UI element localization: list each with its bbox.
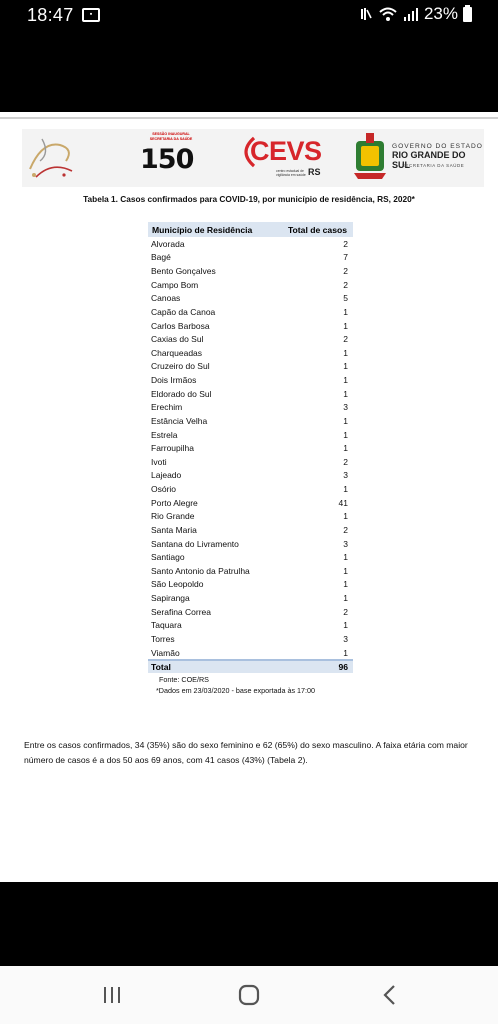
row-municipio: Santiago <box>151 552 185 563</box>
row-casos: 1 <box>343 415 348 426</box>
row-municipio: Dois Irmãos <box>151 375 197 386</box>
cevs-state: RS <box>308 167 321 177</box>
cases-table <box>148 222 353 673</box>
row-casos: 2 <box>343 238 348 249</box>
table-row <box>148 360 353 374</box>
table-row <box>148 319 353 333</box>
table-row <box>148 251 353 265</box>
recent-apps-icon <box>101 985 123 1005</box>
table-row <box>148 401 353 415</box>
total-label: Total <box>151 662 171 673</box>
header-total: Total de casos <box>287 224 347 235</box>
signal-icon <box>403 6 419 22</box>
row-casos: 3 <box>343 402 348 413</box>
row-municipio: Farroupilha <box>151 443 194 454</box>
row-municipio: Lajeado <box>151 470 182 481</box>
state-crest-icon <box>352 131 388 181</box>
table-row <box>148 455 353 469</box>
table-row <box>148 523 353 537</box>
row-casos: 2 <box>343 606 348 617</box>
row-casos: 1 <box>343 347 348 358</box>
table-row <box>148 578 353 592</box>
row-municipio: Viamão <box>151 647 180 658</box>
row-municipio: Osório <box>151 484 177 495</box>
table-row <box>148 646 353 660</box>
cevs-name: CEVS <box>250 136 322 166</box>
back-button[interactable] <box>370 980 410 1010</box>
table-row <box>148 332 353 346</box>
row-municipio: Ivoti <box>151 456 167 467</box>
row-municipio: Cruzeiro do Sul <box>151 361 210 372</box>
row-municipio: Serafina Correa <box>151 606 212 617</box>
table-row <box>148 237 353 251</box>
cevs-subtitle: centro estadual de vigilância em saúde <box>276 169 306 177</box>
logo-header <box>22 129 484 187</box>
wifi-icon <box>378 6 398 22</box>
table-row <box>148 482 353 496</box>
table-footnote <box>156 674 316 696</box>
header-municipio: Município de Residência <box>152 224 253 235</box>
row-casos: 1 <box>343 361 348 372</box>
row-municipio: Bagé <box>151 252 171 263</box>
anniversary-small-text: SESSÃO INAUGURAL SECRETARIA DA SAÚDE <box>149 132 193 141</box>
row-casos: 2 <box>343 334 348 345</box>
table-row <box>148 564 353 578</box>
table-row <box>148 591 353 605</box>
row-casos: 3 <box>343 470 348 481</box>
table-row <box>148 278 353 292</box>
row-casos: 1 <box>343 306 348 317</box>
row-municipio: Capão da Canoa <box>151 306 216 317</box>
anniversary-logo <box>140 132 212 184</box>
row-casos: 5 <box>343 293 348 304</box>
row-municipio: Caxias do Sul <box>151 334 204 345</box>
gov-line2: RIO GRANDE DO SUL <box>392 150 466 170</box>
row-municipio: Alvorada <box>151 238 185 249</box>
table-row <box>148 428 353 442</box>
table-row <box>148 305 353 319</box>
source-text: Fonte: COE/RS <box>159 675 209 684</box>
row-municipio: Porto Alegre <box>151 497 198 508</box>
table-row <box>148 605 353 619</box>
table-total-row <box>148 659 353 673</box>
table-row <box>148 632 353 646</box>
row-casos: 1 <box>343 552 348 563</box>
row-municipio: Santa Maria <box>151 524 197 535</box>
gov-line3: SECRETARIA DA SAÚDE <box>402 163 465 168</box>
row-casos: 7 <box>343 252 348 263</box>
row-municipio: Carlos Barbosa <box>151 320 210 331</box>
anniversary-number: 150 <box>140 144 194 175</box>
table-row <box>148 619 353 633</box>
table-row <box>148 510 353 524</box>
total-value: 96 <box>338 662 348 673</box>
row-casos: 1 <box>343 647 348 658</box>
gov-line1: GOVERNO DO ESTADO <box>392 143 483 150</box>
row-casos: 1 <box>343 484 348 495</box>
row-casos: 2 <box>343 266 348 277</box>
row-casos: 1 <box>343 511 348 522</box>
row-casos: 1 <box>343 375 348 386</box>
row-casos: 41 <box>338 497 348 508</box>
status-time: 18:47 <box>27 5 74 25</box>
row-municipio: Charqueadas <box>151 347 203 358</box>
body-paragraph: Entre os casos confirmados, 34 (35%) são do sexo feminino e 62 (65%) do sexo masculino. A faixa etária com maior número de casos é a dos 50 aos 69 anos, com 41 casos (43%) (Tabela 2). <box>24 740 468 765</box>
table-row <box>148 373 353 387</box>
note-text: *Dados em 23/03/2020 - base exportada às 17:00 <box>156 686 316 695</box>
row-municipio: Canoas <box>151 293 181 304</box>
swirl-logo-icon <box>22 131 82 185</box>
row-casos: 1 <box>343 388 348 399</box>
table-body <box>148 237 353 659</box>
row-municipio: Torres <box>151 633 175 644</box>
row-casos: 3 <box>343 633 348 644</box>
table-title: Tabela 1. Casos confirmados para COVID-19, por município de residência, RS, 2020* <box>83 194 415 204</box>
table-row <box>148 537 353 551</box>
row-casos: 1 <box>343 320 348 331</box>
row-casos: 2 <box>343 279 348 290</box>
row-casos: 2 <box>343 456 348 467</box>
row-municipio: Santana do Livramento <box>151 538 239 549</box>
home-button[interactable] <box>229 980 269 1010</box>
divider <box>0 117 498 119</box>
row-municipio: Rio Grande <box>151 511 195 522</box>
table-row <box>148 346 353 360</box>
navigation-bar <box>0 966 498 1024</box>
cevs-logo <box>236 135 326 181</box>
row-casos: 1 <box>343 593 348 604</box>
row-municipio: Sapiranga <box>151 593 190 604</box>
battery-icon <box>463 7 472 22</box>
row-municipio: São Leopoldo <box>151 579 204 590</box>
row-casos: 3 <box>343 538 348 549</box>
row-municipio: Eldorado do Sul <box>151 388 212 399</box>
row-municipio: Santo Antonio da Patrulha <box>151 565 250 576</box>
row-municipio: Estrela <box>151 429 178 440</box>
table-header <box>148 222 353 237</box>
row-casos: 1 <box>343 565 348 576</box>
status-bar <box>0 0 498 30</box>
row-casos: 1 <box>343 579 348 590</box>
row-municipio: Taquara <box>151 620 182 631</box>
row-municipio: Erechim <box>151 402 183 413</box>
row-casos: 1 <box>343 620 348 631</box>
recent-apps-button[interactable] <box>92 980 132 1010</box>
table-row <box>148 387 353 401</box>
row-municipio: Estância Velha <box>151 415 208 426</box>
mute-icon <box>357 6 373 22</box>
table-row <box>148 292 353 306</box>
status-icons <box>357 4 472 24</box>
document-page <box>0 112 498 882</box>
table-row <box>148 441 353 455</box>
row-casos: 1 <box>343 429 348 440</box>
table-row <box>148 469 353 483</box>
row-casos: 2 <box>343 524 348 535</box>
back-icon <box>380 984 400 1006</box>
row-casos: 1 <box>343 443 348 454</box>
row-municipio: Campo Bom <box>151 279 199 290</box>
table-row <box>148 550 353 564</box>
table-row <box>148 264 353 278</box>
battery-percent: 23% <box>423 4 458 23</box>
table-row <box>148 414 353 428</box>
gallery-icon: ▪ <box>82 8 100 22</box>
table-row <box>148 496 353 510</box>
row-municipio: Bento Gonçalves <box>151 266 216 277</box>
home-icon <box>237 983 261 1007</box>
